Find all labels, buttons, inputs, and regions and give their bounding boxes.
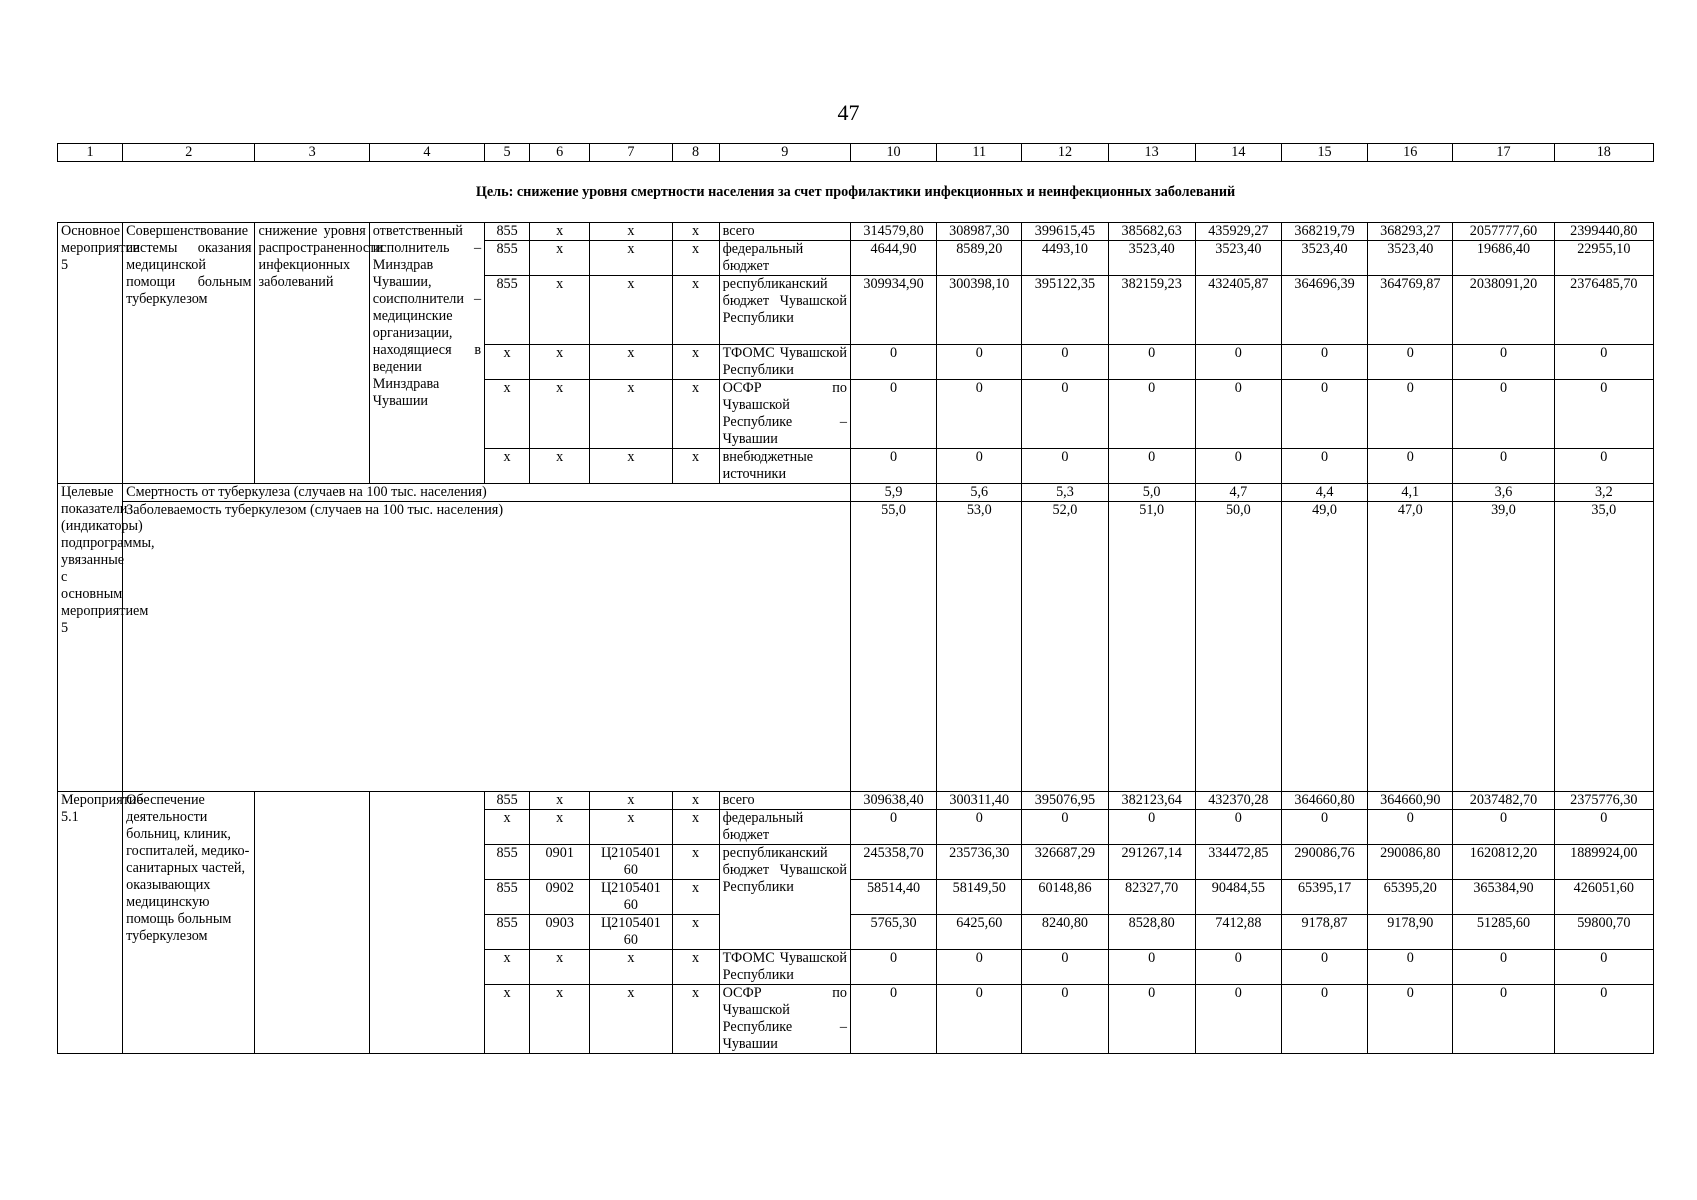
table-row: [58, 223, 1654, 241]
grbs-code: 855: [485, 241, 530, 276]
funding-value: 0: [1281, 810, 1367, 845]
grbs-code: х: [485, 985, 530, 1054]
funding-value: 0: [1281, 449, 1367, 484]
column-number: 6: [530, 144, 590, 162]
column-number: 4: [369, 144, 484, 162]
column-number: 12: [1022, 144, 1108, 162]
executor-cell: ответственный исполнитель – Минздрав Чувашии, соисполнители – медицинские организации, находящиеся в ведении Минздрава Чувашии: [369, 223, 484, 484]
funding-value: 0: [1453, 985, 1554, 1054]
funding-value: 2399440,80: [1554, 223, 1653, 241]
funding-value: 0: [1108, 985, 1195, 1054]
activity-number-cell: Основное мероприятие 5: [58, 223, 123, 484]
funding-value: 65395,20: [1368, 880, 1453, 915]
section-code: х: [530, 345, 590, 380]
funding-value: 0: [1022, 810, 1108, 845]
indicator-value: 4,4: [1281, 484, 1367, 502]
funding-value: 0: [1108, 449, 1195, 484]
funding-value: 364660,90: [1368, 792, 1453, 810]
funding-value: 2376485,70: [1554, 276, 1653, 345]
funding-value: 364696,39: [1281, 276, 1367, 345]
expense-type: х: [672, 241, 719, 276]
funding-value: 0: [1368, 810, 1453, 845]
funding-value: 368293,27: [1368, 223, 1453, 241]
table-row: [58, 792, 1654, 810]
funding-value: 0: [850, 380, 936, 449]
funding-value: 2038091,20: [1453, 276, 1554, 345]
funding-source: республиканский бюджет Чувашской Республики: [719, 276, 850, 345]
funding-value: 385682,63: [1108, 223, 1195, 241]
funding-value: 0: [1195, 950, 1281, 985]
funding-value: 90484,55: [1195, 880, 1281, 915]
funding-value: 0: [1368, 449, 1453, 484]
section-code: х: [530, 223, 590, 241]
funding-value: 9178,90: [1368, 915, 1453, 950]
funding-value: 0: [850, 985, 936, 1054]
funding-value: 0: [1453, 345, 1554, 380]
target-article: Ц2105401 60: [590, 915, 672, 950]
funding-value: 19686,40: [1453, 241, 1554, 276]
funding-value: 0: [1281, 345, 1367, 380]
funding-value: 395076,95: [1022, 792, 1108, 810]
funding-value: 0: [937, 950, 1022, 985]
column-number: 10: [850, 144, 936, 162]
funding-value: 382123,64: [1108, 792, 1195, 810]
column-number: 1: [58, 144, 123, 162]
funding-value: 0: [1368, 380, 1453, 449]
funding-value: 0: [1554, 810, 1653, 845]
expense-type: х: [672, 985, 719, 1054]
funding-value: 334472,85: [1195, 845, 1281, 880]
indicator-value: 52,0: [1022, 502, 1108, 792]
funding-value: 0: [1368, 950, 1453, 985]
funding-value: 2037482,70: [1453, 792, 1554, 810]
empty-cell: [369, 792, 484, 1054]
indicator-value: 39,0: [1453, 502, 1554, 792]
funding-source: всего: [719, 223, 850, 241]
funding-value: 3523,40: [1108, 241, 1195, 276]
funding-value: 0: [1108, 380, 1195, 449]
section-code: х: [530, 950, 590, 985]
funding-value: 395122,35: [1022, 276, 1108, 345]
funding-value: 326687,29: [1022, 845, 1108, 880]
funding-value: 399615,45: [1022, 223, 1108, 241]
target-article: х: [590, 345, 672, 380]
funding-value: 0: [1022, 985, 1108, 1054]
funding-source: федеральный бюджет: [719, 810, 850, 845]
funding-source: внебюджетные источники: [719, 449, 850, 484]
section-code: х: [530, 810, 590, 845]
section-code: х: [530, 985, 590, 1054]
funding-value: 0: [1281, 380, 1367, 449]
column-number: 16: [1368, 144, 1453, 162]
funding-value: 365384,90: [1453, 880, 1554, 915]
funding-value: 0: [1195, 345, 1281, 380]
funding-value: 0: [1108, 810, 1195, 845]
indicator-value: 5,6: [937, 484, 1022, 502]
page-number: 47: [837, 100, 860, 125]
funding-value: 314579,80: [850, 223, 936, 241]
funding-value: 0: [937, 345, 1022, 380]
funding-value: 9178,87: [1281, 915, 1367, 950]
funding-value: 8589,20: [937, 241, 1022, 276]
grbs-code: 855: [485, 880, 530, 915]
funding-value: 0: [1453, 810, 1554, 845]
column-number: 9: [719, 144, 850, 162]
grbs-code: 855: [485, 223, 530, 241]
target-article: х: [590, 223, 672, 241]
column-number: 3: [255, 144, 369, 162]
funding-value: 8240,80: [1022, 915, 1108, 950]
indicator-value: 5,9: [850, 484, 936, 502]
funding-source: республиканский бюджет Чувашской Республики: [719, 845, 850, 950]
funding-value: 2057777,60: [1453, 223, 1554, 241]
grbs-code: х: [485, 950, 530, 985]
expense-type: х: [672, 276, 719, 345]
section-code: х: [530, 449, 590, 484]
funding-value: 3523,40: [1195, 241, 1281, 276]
indicator-row: [58, 484, 1654, 502]
grbs-code: 855: [485, 915, 530, 950]
goal-effect-cell: снижение уровня распространенности инфекционных заболеваний: [255, 223, 369, 484]
empty-cell: [255, 792, 369, 1054]
column-number: 7: [590, 144, 672, 162]
funding-value: 0: [1195, 380, 1281, 449]
funding-value: 4493,10: [1022, 241, 1108, 276]
funding-value: 0: [1281, 985, 1367, 1054]
section-code: 0901: [530, 845, 590, 880]
funding-source: федеральный бюджет: [719, 241, 850, 276]
grbs-code: х: [485, 449, 530, 484]
program-table: [57, 143, 1654, 1054]
column-number: 14: [1195, 144, 1281, 162]
activity-name-cell: Обеспечение деятельности больниц, клиник, госпиталей, медико-санитарных частей, оказывающих медицинскую помощь больным туберкулезом: [123, 792, 255, 1054]
funding-value: 0: [1554, 950, 1653, 985]
funding-value: 1620812,20: [1453, 845, 1554, 880]
funding-value: 0: [1554, 985, 1653, 1054]
grbs-code: х: [485, 345, 530, 380]
funding-value: 0: [1368, 345, 1453, 380]
indicator-value: 53,0: [937, 502, 1022, 792]
funding-value: 0: [850, 449, 936, 484]
indicator-row: [58, 502, 1654, 792]
funding-value: 300398,10: [937, 276, 1022, 345]
funding-value: 4644,90: [850, 241, 936, 276]
funding-value: 364769,87: [1368, 276, 1453, 345]
funding-value: 0: [1453, 449, 1554, 484]
column-number: 15: [1281, 144, 1367, 162]
target-article: х: [590, 449, 672, 484]
column-number: 17: [1453, 144, 1554, 162]
column-number: 18: [1554, 144, 1653, 162]
indicator-value: 4,1: [1368, 484, 1453, 502]
expense-type: х: [672, 345, 719, 380]
funding-value: 364660,80: [1281, 792, 1367, 810]
target-article: х: [590, 985, 672, 1054]
funding-value: 1889924,00: [1554, 845, 1653, 880]
funding-value: 309934,90: [850, 276, 936, 345]
funding-value: 0: [937, 810, 1022, 845]
funding-source: ОСФР по Чувашской Республике – Чувашии: [719, 985, 850, 1054]
indicator-value: 3,6: [1453, 484, 1554, 502]
indicator-value: 47,0: [1368, 502, 1453, 792]
section-code: х: [530, 241, 590, 276]
funding-value: 300311,40: [937, 792, 1022, 810]
funding-value: 0: [937, 449, 1022, 484]
target-article: х: [590, 810, 672, 845]
funding-value: 0: [1368, 985, 1453, 1054]
funding-value: 0: [1108, 950, 1195, 985]
section-code: х: [530, 792, 590, 810]
indicator-name: Заболеваемость туберкулезом (случаев на 100 тыс. населения): [123, 502, 851, 792]
funding-value: 82327,70: [1108, 880, 1195, 915]
funding-source: ОСФР по Чувашской Республике – Чувашии: [719, 380, 850, 449]
funding-value: 0: [1554, 345, 1653, 380]
funding-value: 235736,30: [937, 845, 1022, 880]
expense-type: х: [672, 223, 719, 241]
column-number: 8: [672, 144, 719, 162]
column-number: 13: [1108, 144, 1195, 162]
target-article: х: [590, 276, 672, 345]
funding-value: 60148,86: [1022, 880, 1108, 915]
expense-type: х: [672, 792, 719, 810]
funding-value: 0: [1195, 985, 1281, 1054]
funding-value: 435929,27: [1195, 223, 1281, 241]
funding-value: 368219,79: [1281, 223, 1367, 241]
funding-value: 2375776,30: [1554, 792, 1653, 810]
funding-value: 5765,30: [850, 915, 936, 950]
target-article: х: [590, 792, 672, 810]
funding-value: 308987,30: [937, 223, 1022, 241]
funding-value: 0: [1022, 449, 1108, 484]
indicator-value: 3,2: [1554, 484, 1653, 502]
funding-value: 0: [1554, 380, 1653, 449]
funding-value: 290086,80: [1368, 845, 1453, 880]
funding-value: 0: [850, 345, 936, 380]
funding-source: ТФОМС Чувашской Республики: [719, 950, 850, 985]
indicator-name: Смертность от туберкулеза (случаев на 100 тыс. населения): [123, 484, 851, 502]
column-number: 5: [485, 144, 530, 162]
expense-type: х: [672, 810, 719, 845]
funding-value: 58514,40: [850, 880, 936, 915]
grbs-code: х: [485, 380, 530, 449]
funding-value: 0: [1022, 950, 1108, 985]
expense-type: х: [672, 950, 719, 985]
indicator-value: 51,0: [1108, 502, 1195, 792]
target-article: х: [590, 950, 672, 985]
funding-value: 0: [1022, 345, 1108, 380]
funding-value: 0: [1554, 449, 1653, 484]
funding-value: 382159,23: [1108, 276, 1195, 345]
funding-value: 6425,60: [937, 915, 1022, 950]
indicator-value: 50,0: [1195, 502, 1281, 792]
funding-source: всего: [719, 792, 850, 810]
expense-type: х: [672, 380, 719, 449]
funding-value: 0: [1022, 380, 1108, 449]
funding-source: ТФОМС Чувашской Республики: [719, 345, 850, 380]
funding-value: 59800,70: [1554, 915, 1653, 950]
funding-value: 58149,50: [937, 880, 1022, 915]
section-code: 0903: [530, 915, 590, 950]
goal-row: [58, 162, 1654, 223]
goal-heading: Цель: снижение уровня смертности населения за счет профилактики инфекционных и неинфекционных заболеваний: [58, 162, 1654, 223]
column-number: 2: [123, 144, 255, 162]
funding-value: 0: [850, 950, 936, 985]
grbs-code: 855: [485, 276, 530, 345]
funding-value: 7412,88: [1195, 915, 1281, 950]
grbs-code: х: [485, 810, 530, 845]
activity-number-cell: Мероприятие 5.1: [58, 792, 123, 1054]
target-article: х: [590, 380, 672, 449]
funding-value: 245358,70: [850, 845, 936, 880]
funding-value: 426051,60: [1554, 880, 1653, 915]
indicator-value: 55,0: [850, 502, 936, 792]
indicator-value: 49,0: [1281, 502, 1367, 792]
column-number: 11: [937, 144, 1022, 162]
funding-value: 0: [850, 810, 936, 845]
activity-name-cell: Совершенствование системы оказания медицинской помощи больным туберкулезом: [123, 223, 255, 484]
expense-type: х: [672, 845, 719, 880]
section-code: х: [530, 380, 590, 449]
funding-value: 65395,17: [1281, 880, 1367, 915]
funding-value: 432405,87: [1195, 276, 1281, 345]
funding-value: 51285,60: [1453, 915, 1554, 950]
funding-value: 291267,14: [1108, 845, 1195, 880]
funding-value: 0: [1281, 950, 1367, 985]
funding-value: 309638,40: [850, 792, 936, 810]
funding-value: 0: [1453, 950, 1554, 985]
funding-value: 22955,10: [1554, 241, 1653, 276]
target-article: Ц2105401 60: [590, 845, 672, 880]
funding-value: 0: [1453, 380, 1554, 449]
expense-type: х: [672, 880, 719, 915]
funding-value: 3523,40: [1368, 241, 1453, 276]
funding-value: 8528,80: [1108, 915, 1195, 950]
grbs-code: 855: [485, 845, 530, 880]
funding-value: 0: [1195, 449, 1281, 484]
funding-value: 0: [1108, 345, 1195, 380]
column-number-row: [58, 144, 1654, 162]
indicator-value: 5,3: [1022, 484, 1108, 502]
target-article: х: [590, 241, 672, 276]
indicator-value: 35,0: [1554, 502, 1653, 792]
grbs-code: 855: [485, 792, 530, 810]
target-article: Ц2105401 60: [590, 880, 672, 915]
expense-type: х: [672, 915, 719, 950]
section-code: 0902: [530, 880, 590, 915]
funding-value: 290086,76: [1281, 845, 1367, 880]
section-code: х: [530, 276, 590, 345]
funding-value: 0: [937, 985, 1022, 1054]
expense-type: х: [672, 449, 719, 484]
indicator-value: 4,7: [1195, 484, 1281, 502]
funding-value: 432370,28: [1195, 792, 1281, 810]
funding-value: 0: [937, 380, 1022, 449]
indicator-value: 5,0: [1108, 484, 1195, 502]
funding-value: 3523,40: [1281, 241, 1367, 276]
funding-value: 0: [1195, 810, 1281, 845]
indicators-label: Целевые показатели (индикаторы) подпрограммы, увязанные с основным мероприятием 5: [58, 484, 123, 792]
